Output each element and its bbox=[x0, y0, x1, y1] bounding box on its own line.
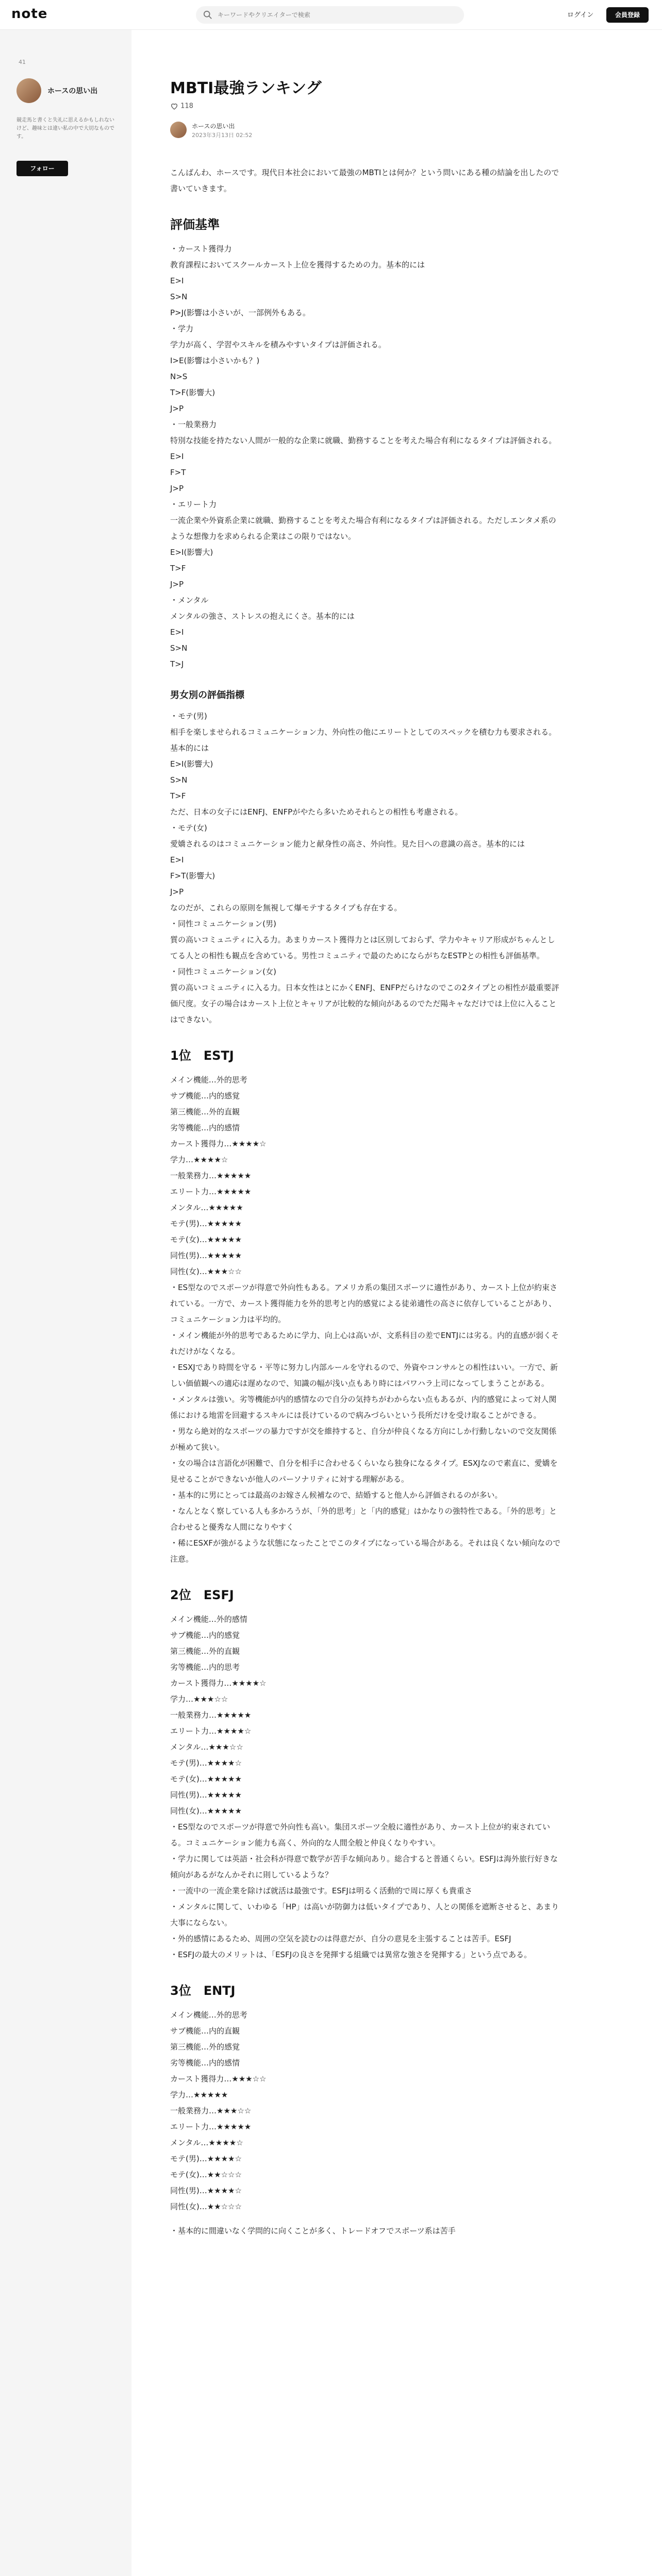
text-line: なのだが、これらの原則を無視して爆モテするタイプも存在する。 bbox=[170, 903, 402, 912]
author-name[interactable]: ホースの思い出 bbox=[192, 123, 235, 130]
text-line: ・カースト獲得力 bbox=[170, 244, 232, 253]
top-header bbox=[0, 0, 662, 30]
author-sidebar bbox=[0, 30, 131, 2576]
text-line: J>P bbox=[170, 404, 184, 413]
gender-criteria-list bbox=[170, 708, 562, 1028]
text-line: ・ES型なのでスポーツが得意で外向性も高い。集団スポーツ全般に適性があり、カースト上位が約束されている。コミュニケーション能力も高く、外向的な人間全般と仲良くなりやすい。 bbox=[170, 1822, 551, 1848]
text-line: サブ機能…内的感覚 bbox=[170, 1091, 240, 1100]
text-line: カースト獲得力…★★★★☆ bbox=[170, 1139, 267, 1148]
text-line: T>F bbox=[170, 564, 186, 573]
text-line: ・ESFJの最大のメリットは、「ESFJの良さを発揮する組織では異常な強さを発揮する」という点である。 bbox=[170, 1950, 532, 1959]
text-line: エリート力…★★★★★ bbox=[170, 1187, 252, 1196]
text-line: ・学力 bbox=[170, 324, 194, 333]
text-line: 愛嬌されるのはコミュニケーション能力と献身性の高さ、外向性。見た目への意識の高さ。基本的には bbox=[170, 839, 525, 849]
text-line: 質の高いコミュニティに入る力。あまりカースト獲得力とは区別しておらず、学力やキャリア形成がちゃんとしてる人との相性も観点を含めている。男性コミュニティで最のためにならがちなESTPとの相性も評価基準。 bbox=[170, 935, 555, 960]
text-line: E>I bbox=[170, 452, 184, 461]
search-bar[interactable] bbox=[196, 6, 464, 24]
text-line: エリート力…★★★★☆ bbox=[170, 1726, 252, 1736]
text-line: ・外的感情にあるため、周囲の空気を読むのは得意だが、自分の意見を主張することは苦手。ESFJ bbox=[170, 1934, 511, 1943]
sidebar-author-name[interactable]: ホースの思い出 bbox=[47, 87, 98, 95]
text-line: メイン機能…外的思考 bbox=[170, 2010, 247, 2020]
register-button[interactable]: 会員登録 bbox=[606, 7, 649, 23]
text-line: T>F bbox=[170, 791, 186, 801]
text-line: ただ、日本の女子にはENFJ、ENFPがやたら多いためそれらとの相性も考慮される。 bbox=[170, 807, 463, 817]
rank-2-heading: 2位 ESFJ bbox=[170, 1588, 234, 1602]
text-line: 一流企業や外資系企業に就職、勤務することを考えた場合有利になるタイプは評価される。ただしエンタメ系のような想像力を求められる企業はこの限りではない。 bbox=[170, 516, 556, 541]
text-line: 一般業務力…★★★★★ bbox=[170, 1710, 252, 1720]
text-line: S>N bbox=[170, 775, 188, 785]
rank-1-stats bbox=[170, 1072, 562, 1280]
text-line: ・なんとなく察している人も多かろうが、「外的思考」と「内的感覚」はかなりの強特性である。「外的思考」と合わせると優秀な人間になりやすく bbox=[170, 1506, 557, 1532]
rank-2-notes bbox=[170, 1819, 562, 1963]
rank-2-stats bbox=[170, 1612, 562, 1819]
text-line: 劣等機能…内的感情 bbox=[170, 1123, 240, 1132]
follow-button[interactable]: フォロー bbox=[16, 161, 68, 176]
text-line: F>T(影響大) bbox=[170, 871, 216, 880]
text-line: F>T bbox=[170, 468, 186, 477]
search-input[interactable] bbox=[218, 6, 455, 24]
text-line: E>I(影響大) bbox=[170, 759, 213, 769]
text-line: ・基本的に男にとっては最高のお嫁さん候補なので、結婚すると他人から評価されるのが多い。 bbox=[170, 1490, 503, 1500]
rank-1-notes bbox=[170, 1280, 562, 1567]
text-line: モテ(女)…★★☆☆☆ bbox=[170, 2170, 242, 2179]
text-line: メンタル…★★★☆☆ bbox=[170, 1742, 243, 1752]
text-line: 一般業務力…★★★☆☆ bbox=[170, 2106, 252, 2115]
text-line: ・モテ(男) bbox=[170, 711, 207, 721]
text-line: ・基本的に間違いなく学問的に向くことが多く、トレードオフでスポーツ系は苦手 bbox=[170, 2226, 456, 2235]
text-line: E>I(影響大) bbox=[170, 548, 213, 557]
text-line: 学力…★★★★★ bbox=[170, 2090, 228, 2099]
text-line: ・女の場合は言語化が困難で、自分を相手に合わせるくらいなら独身になるタイプ。ESXJなので素直に、愛嬌を見せることができないが他人のパーソナリティに対する理解がある。 bbox=[170, 1459, 558, 1484]
text-line: T>F(影響大) bbox=[170, 388, 216, 397]
text-line: 同性(女)…★★☆☆☆ bbox=[170, 2202, 242, 2211]
text-line: モテ(女)…★★★★★ bbox=[170, 1774, 242, 1784]
intro-text: こんばんわ、ホースです。現代日本社会において最強のMBTIとは何か？という問いにある種の結論を出したので書いていきます。 bbox=[170, 168, 559, 193]
rank-1-heading: 1位 ESTJ bbox=[170, 1048, 234, 1063]
text-line: メイン機能…外的思考 bbox=[170, 1075, 247, 1084]
text-line: 特別な技能を持たない人間が一般的な企業に就職、勤務することを考えた場合有利になるタイプは評価される。 bbox=[170, 436, 557, 445]
text-line: ・男なら絶対的なスポーツの暴力ですが交を維持すると、自分が仲良くなる方向にしか行動しないので交友関係が極めて狭い。 bbox=[170, 1427, 557, 1452]
like-count: 118 bbox=[180, 102, 193, 110]
text-line: モテ(男)…★★★★☆ bbox=[170, 1758, 242, 1768]
text-line: P>J(影響は小さいが、一部例外もある。 bbox=[170, 308, 310, 317]
text-line: ・ESXJであり時間を守る・平等に努力し内部ルールを守れるので、外資やコンサルとの相性はいい。一方で、新しい価値観への適応は遅めなので、知識の幅が浅い点もあり時にはパワハラ上司になってしまうことがある。 bbox=[170, 1363, 558, 1388]
rank-3-stats bbox=[170, 2007, 562, 2215]
text-line: J>P bbox=[170, 484, 184, 493]
text-line: ・メンタルは強い。劣等機能が内的感情なので自分の気持ちがわからない点もあるが、内的感覚によって対人関係における地雷を回避するスキルには長けているので病みづらいという長所だけを受け取ることができる。 bbox=[170, 1395, 557, 1420]
text-line: モテ(男)…★★★★★ bbox=[170, 1219, 242, 1228]
text-line: 第三機能…外的直観 bbox=[170, 1107, 240, 1116]
login-link[interactable]: ログイン bbox=[567, 11, 594, 19]
text-line: メイン機能…外的感情 bbox=[170, 1615, 247, 1624]
text-line: E>I bbox=[170, 855, 184, 865]
text-line: ・一般業務力 bbox=[170, 420, 217, 429]
sidebar-badge: 41 bbox=[19, 59, 26, 65]
text-line: J>P bbox=[170, 580, 184, 589]
text-line: 第三機能…外的感覚 bbox=[170, 2042, 240, 2052]
text-line: サブ機能…内的直観 bbox=[170, 2026, 240, 2036]
text-line: メンタル…★★★★★ bbox=[170, 1203, 243, 1212]
text-line: ・メンタルに関して、いわゆる「HP」は高いが防御力は低いタイプであり、人との関係を遮断させると、あまり大事にならない。 bbox=[170, 1902, 559, 1927]
sidebar-author-bio: 競走馬と書くと失礼に思えるかもしれないけど、趣味とは違い私の中で大切なものです。 bbox=[16, 117, 114, 140]
avatar[interactable] bbox=[16, 78, 41, 103]
text-line: N>S bbox=[170, 372, 188, 381]
text-line: ・同性コミュニケーション(女) bbox=[170, 967, 276, 976]
note-logo[interactable]: note bbox=[11, 6, 48, 22]
section-heading-criteria: 評価基準 bbox=[170, 217, 220, 232]
text-line: 相手を楽しませられるコミュニケーション力、外向性の他にエリートとしてのスペックを積む力も要求される。基本的には bbox=[170, 727, 557, 753]
text-line: サブ機能…内的感覚 bbox=[170, 1631, 240, 1640]
text-line: メンタルの強さ、ストレスの抱えにくさ。基本的には bbox=[170, 612, 355, 621]
post-date: 2023年3月13日 02:52 bbox=[192, 132, 253, 139]
text-line: E>I bbox=[170, 276, 184, 285]
text-line: カースト獲得力…★★★★☆ bbox=[170, 1679, 267, 1688]
text-line: ・エリート力 bbox=[170, 500, 217, 509]
heart-icon[interactable] bbox=[170, 102, 178, 110]
text-line: 学力…★★★★☆ bbox=[170, 1155, 228, 1164]
text-line: J>P bbox=[170, 887, 184, 896]
text-line: S>N bbox=[170, 292, 188, 301]
author-avatar[interactable] bbox=[170, 122, 187, 138]
text-line: 同性(男)…★★★★★ bbox=[170, 1251, 242, 1260]
text-line: 学力が高く、学習やスキルを積みやすいタイプは評価される。 bbox=[170, 340, 386, 349]
like-count-row[interactable] bbox=[170, 102, 193, 110]
text-line: ・モテ(女) bbox=[170, 823, 207, 833]
text-line: ・一流中の一流企業を除けば就活は最強です。ESFJは明るく活動的で周に厚くも貴重さ bbox=[170, 1886, 472, 1895]
text-line: ・学力に関しては英語・社会科が得意で数学が苦手な傾向あり。総合すると普通くらい。ESFJは海外旅行好きな傾向があるがなんかそれに則しているような？ bbox=[170, 1854, 558, 1879]
text-line: メンタル…★★★★☆ bbox=[170, 2138, 243, 2147]
text-line: 第三機能…外的直観 bbox=[170, 1647, 240, 1656]
text-line: 同性(女)…★★★★★ bbox=[170, 1806, 242, 1816]
text-line: T>J bbox=[170, 659, 184, 669]
search-icon bbox=[203, 10, 212, 20]
text-line: 劣等機能…内的感情 bbox=[170, 2058, 240, 2067]
text-line: 教育課程においてスクールカースト上位を獲得するための力。基本的には bbox=[170, 260, 425, 269]
text-line: 同性(男)…★★★★☆ bbox=[170, 2186, 242, 2195]
rank-3-heading: 3位 ENTJ bbox=[170, 1984, 236, 1998]
text-line: モテ(男)…★★★★☆ bbox=[170, 2154, 242, 2163]
text-line: 劣等機能…内的思考 bbox=[170, 1663, 240, 1672]
text-line: ・メンタル bbox=[170, 596, 209, 605]
article-title: MBTI最強ランキング bbox=[170, 79, 322, 97]
text-line: 同性(男)…★★★★★ bbox=[170, 1790, 242, 1800]
text-line: エリート力…★★★★★ bbox=[170, 2122, 252, 2131]
text-line: ・稀にESXFが強がるような状態になったことでこのタイプになっている場合がある。それは良くない傾向なので注意。 bbox=[170, 1538, 561, 1564]
text-line: ・メイン機能が外的思考であるために学力、向上心は高いが、文系科目の差でENTJには劣る。内的直感が弱くそれだけがなくなる。 bbox=[170, 1331, 559, 1356]
text-line: ・ES型なのでスポーツが得意で外向性もある。アメリカ系の集団スポーツに適性があり、カースト上位が約束されている。一方で、カースト獲得能力を外的思考と内的感覚による徒弟適性の高さに依存していることがあり、コミュニケーション力は平均的。 bbox=[170, 1283, 558, 1324]
text-line: モテ(女)…★★★★★ bbox=[170, 1235, 242, 1244]
text-line: ・同性コミュニケーション(男) bbox=[170, 919, 276, 928]
rank-3-notes bbox=[170, 2223, 562, 2239]
text-line: 同性(女)…★★★☆☆ bbox=[170, 1267, 242, 1276]
text-line: E>I bbox=[170, 628, 184, 637]
section-heading-gender: 男女別の評価指標 bbox=[170, 690, 244, 701]
text-line: I>E(影響は小さいかも？) bbox=[170, 356, 260, 365]
article-body bbox=[170, 165, 562, 2239]
text-line: S>N bbox=[170, 643, 188, 653]
text-line: カースト獲得力…★★★☆☆ bbox=[170, 2074, 267, 2083]
text-line: 学力…★★★☆☆ bbox=[170, 1694, 228, 1704]
text-line: 質の高いコミュニティに入る力。日本女性はとにかくENFJ、ENFPだらけなのでこの2タイプとの相性が最重要評価尺度。女子の場合はカースト上位とキャリアが比較的な傾向があるのでただ陽キャなだけでは上位に入ることはできない。 bbox=[170, 983, 559, 1024]
text-line: 一般業務力…★★★★★ bbox=[170, 1171, 252, 1180]
criteria-list bbox=[170, 241, 562, 672]
